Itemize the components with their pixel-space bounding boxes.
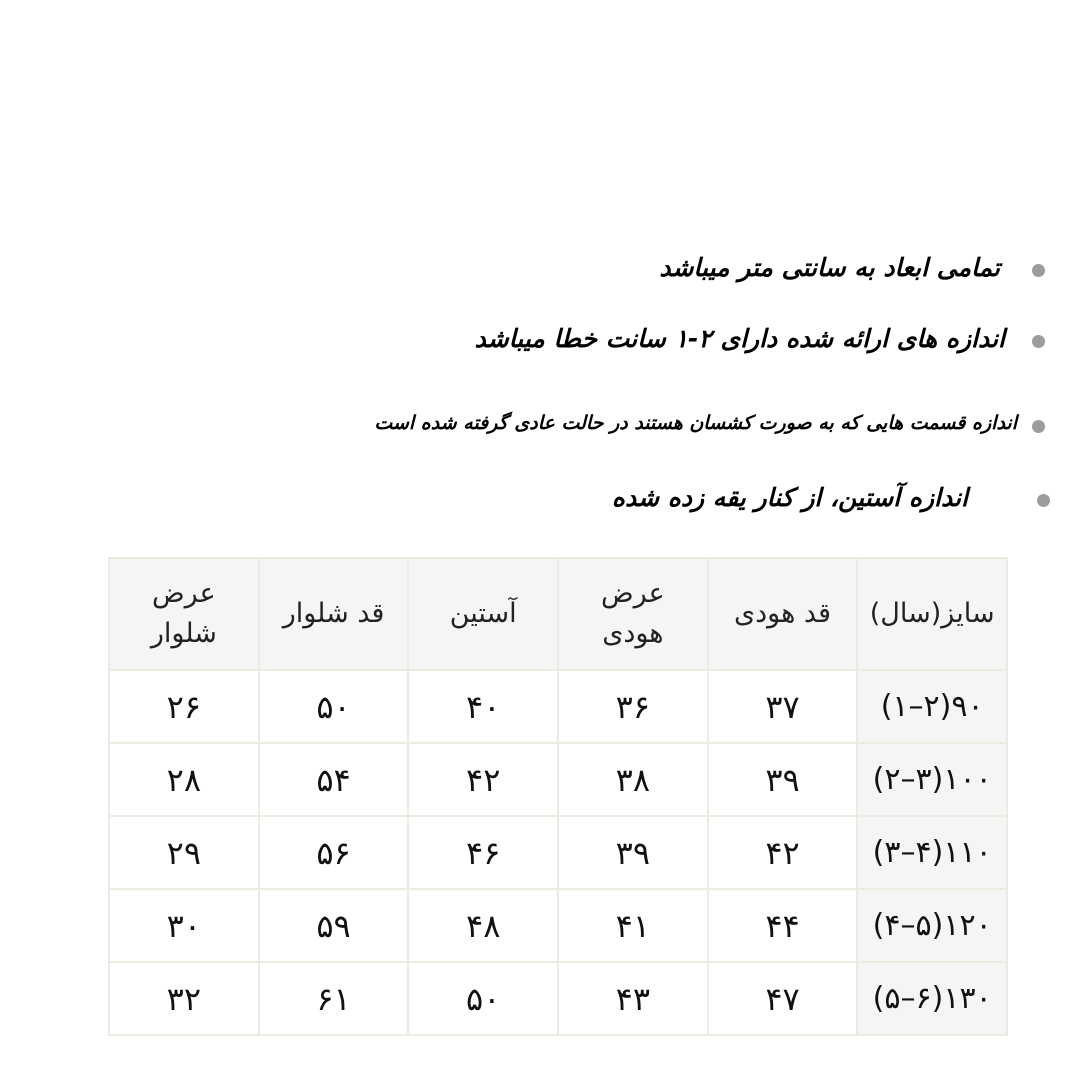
header-size: سایز(سال): [857, 558, 1007, 670]
hoodie-width-cell: ۳۹: [558, 816, 708, 889]
pants-width-cell: ۳۰: [109, 889, 259, 962]
pants-length-cell: ۵۴: [259, 743, 409, 816]
pants-length-cell: ۵۶: [259, 816, 409, 889]
size-cell: ۹۰(۲–۱): [857, 670, 1007, 743]
table-header-row: [109, 558, 1007, 670]
sleeve-cell: ۴۲: [408, 743, 558, 816]
header-sleeve: آستین: [408, 558, 558, 670]
header-pants-length: قد شلوار: [259, 558, 409, 670]
hoodie-length-cell: ۳۹: [708, 743, 858, 816]
pants-width-cell: ۲۶: [109, 670, 259, 743]
table-row: [109, 889, 1007, 962]
hoodie-width-cell: ۳۸: [558, 743, 708, 816]
table-row: [109, 816, 1007, 889]
bullet-3: [1032, 420, 1045, 433]
note-sleeve: اندازه آستین، از کنار یقه زده شده: [611, 483, 968, 512]
pants-width-cell: ۳۲: [109, 962, 259, 1035]
hoodie-length-cell: ۴۲: [708, 816, 858, 889]
hoodie-width-cell: ۴۱: [558, 889, 708, 962]
size-cell: ۱۰۰(۳–۲): [857, 743, 1007, 816]
hoodie-length-cell: ۴۷: [708, 962, 858, 1035]
header-pants-width: عرض شلوار: [109, 558, 259, 670]
pants-width-cell: ۲۹: [109, 816, 259, 889]
bullet-1: [1032, 264, 1045, 277]
note-units: تمامی ابعاد به سانتی متر میباشد: [659, 253, 1000, 282]
bullet-4: [1037, 494, 1050, 507]
note-tolerance: اندازه های ارائه شده دارای ۲-۱ سانت خطا میباشد: [474, 324, 1005, 353]
pants-width-cell: ۲۸: [109, 743, 259, 816]
hoodie-length-cell: ۳۷: [708, 670, 858, 743]
sleeve-cell: ۴۸: [408, 889, 558, 962]
table-row: [109, 670, 1007, 743]
sleeve-cell: ۵۰: [408, 962, 558, 1035]
table-row: [109, 962, 1007, 1035]
hoodie-width-cell: ۳۶: [558, 670, 708, 743]
size-table: [108, 557, 1008, 1036]
note-elastic: اندازه قسمت هایی که به صورت کشسان هستند در حالت عادی گرفته شده است: [374, 412, 1017, 434]
pants-length-cell: ۵۹: [259, 889, 409, 962]
size-cell: ۱۱۰(۴–۳): [857, 816, 1007, 889]
header-hoodie-width: عرض هودی: [558, 558, 708, 670]
hoodie-width-cell: ۴۳: [558, 962, 708, 1035]
bullet-2: [1032, 335, 1045, 348]
pants-length-cell: ۶۱: [259, 962, 409, 1035]
table-row: [109, 743, 1007, 816]
sleeve-cell: ۴۶: [408, 816, 558, 889]
sleeve-cell: ۴۰: [408, 670, 558, 743]
pants-length-cell: ۵۰: [259, 670, 409, 743]
header-hoodie-length: قد هودی: [708, 558, 858, 670]
size-cell: ۱۲۰(۵–۴): [857, 889, 1007, 962]
hoodie-length-cell: ۴۴: [708, 889, 858, 962]
size-cell: ۱۳۰(۶–۵): [857, 962, 1007, 1035]
